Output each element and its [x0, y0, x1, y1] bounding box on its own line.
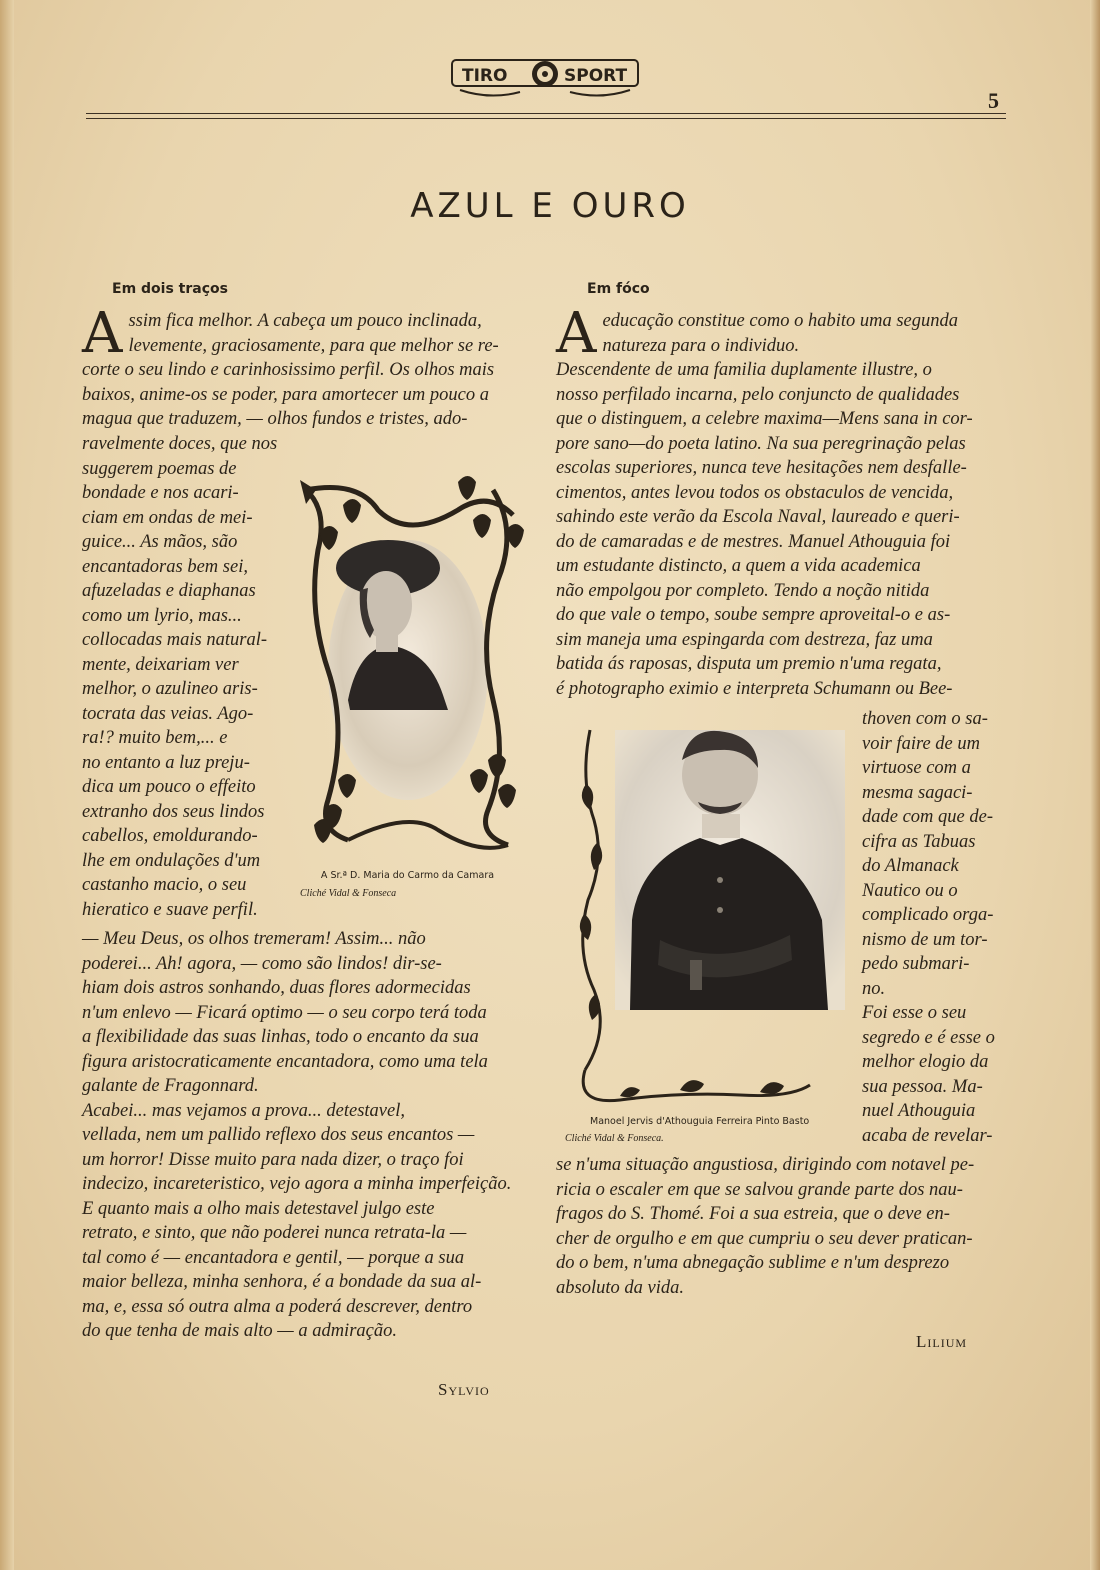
text-line: fragos do S. Thomé. Foi a sua estreia, que o deve en- — [556, 1204, 950, 1224]
text-line: pore sano—do poeta latino. Na sua peregrinação pelas — [556, 433, 966, 454]
left-text-top — [82, 301, 528, 432]
text-line: magua que traduzem, — olhos fundos e tristes, ado- — [82, 409, 468, 429]
photo-credit-officer: Cliché Vidal & Fonseca. — [565, 1133, 664, 1144]
text-line: acaba de revelar- — [862, 1125, 993, 1146]
text-line: se n'uma situação angustiosa, dirigindo com notavel pe- — [556, 1155, 975, 1175]
text-line: hieratico e suave perfil. — [82, 899, 258, 920]
text-line: Nautico ou o — [862, 880, 958, 901]
text-line: mesma sagaci- — [862, 782, 973, 803]
left-text-bottom — [82, 927, 528, 1344]
text-line: no. — [862, 978, 886, 999]
text-line: thoven com o sa- — [862, 709, 988, 729]
text-line: no entanto a luz preju- — [82, 752, 250, 773]
text-line: do Almanack — [862, 856, 959, 876]
text-line: castanho macio, o seu — [82, 875, 247, 895]
text-line: nosso perfilado incarna, pelo conjuncto de qualidades — [556, 384, 960, 405]
text-line: do o bem, n'uma abnegação sublime e n'um desprezo — [556, 1253, 950, 1273]
text-line: cifra as Tabuas — [862, 831, 976, 852]
text-line: ssim fica melhor. A cabeça um pouco inclinada, — [128, 311, 482, 331]
text-line: melhor, o azulineo aris- — [82, 679, 258, 699]
text-line: poderei... Ah! agora, — como são lindos! dir-se- — [82, 953, 442, 974]
signature-right: Lilium — [916, 1332, 968, 1351]
text-line: não empolgou por completo. Tendo a noção nitida — [556, 580, 930, 601]
text-line: educação constitue como o habito uma segunda — [602, 311, 958, 331]
photo-caption-officer: Manoel Jervis d'Athouguia Ferreira Pinto Basto — [590, 1116, 810, 1127]
text-line: hiam dois astros sonhando, duas flores adormecidas — [82, 978, 471, 998]
text-line: sahindo este verão da Escola Naval, laureado e queri- — [556, 507, 960, 527]
masthead-logo — [450, 52, 640, 102]
text-line: lhe em ondulações d'um — [82, 850, 261, 871]
text-line: n'um enlevo — Ficará optimo — o seu corpo terá toda — [82, 1002, 487, 1023]
article-title: AZUL E OURO — [410, 186, 690, 226]
text-line: que o distinguem, a celebre maxima—Mens sana in cor- — [556, 409, 973, 429]
text-line: absoluto da vida. — [556, 1277, 684, 1298]
text-line: collocadas mais natural- — [82, 630, 267, 650]
text-line: galante de Fragonnard. — [82, 1076, 259, 1096]
text-line: cimentos, antes levou todos os obstaculos de vencida, — [556, 482, 954, 503]
text-line: do que tenha de mais alto — a admiração. — [82, 1321, 397, 1341]
text-line: como um lyrio, mas... — [82, 605, 242, 626]
text-line: ciam em ondas de mei- — [82, 507, 253, 528]
page-number: 5 — [988, 88, 999, 113]
page-edge-left — [0, 0, 14, 1570]
text-line: nuel Athouguia — [862, 1101, 976, 1121]
text-line: tal como é — encantadora e gentil, — porque a sua — [82, 1247, 465, 1268]
right-heading: Em fóco — [587, 281, 650, 297]
text-line: escolas superiores, nunca teve hesitações nem desfalle- — [556, 458, 967, 478]
text-line: Descendente de uma familia duplamente illustre, o — [556, 360, 932, 380]
text-line: Foi esse o seu — [862, 1003, 967, 1023]
text-line: ravelmente doces, que nos — [82, 434, 278, 454]
text-line: extranho dos seus lindos — [82, 801, 265, 822]
text-line: cabellos, emoldurando- — [82, 826, 258, 846]
text-line: dade com que de- — [862, 807, 993, 827]
text-line: ra!? muito bem,... e — [82, 728, 228, 748]
text-line: suggerem poemas de — [82, 458, 237, 479]
text-line: sim maneja uma espingarda com destreza, faz uma — [556, 629, 933, 650]
text-line: cher de orgulho e em que cumpriu o seu dever pratican- — [556, 1228, 973, 1249]
left-text-narrow — [82, 432, 282, 922]
text-line: indecizo, incareteristico, vejo agora a minha imperfeição. — [82, 1174, 512, 1194]
text-line: retrato, e sinto, que não poderei nunca retrata-la — — [82, 1223, 467, 1243]
portrait-frame-woman — [288, 470, 528, 860]
text-line: segredo e é esse o — [862, 1027, 995, 1048]
text-line: voir faire de um — [862, 733, 981, 754]
header-rule-bottom — [86, 118, 1006, 119]
text-line: ricia o escaler em que se salvou grande parte dos nau- — [556, 1179, 963, 1200]
text-line: é photographo eximio e interpreta Schumann ou Bee- — [556, 678, 953, 699]
right-text-narrow — [862, 707, 1006, 1148]
text-line: do que vale o tempo, soube sempre aproveital-o e as- — [556, 605, 951, 625]
text-line: E quanto mais a olho mais detestavel julgo este — [82, 1198, 435, 1219]
signature-left: Sylvio — [438, 1380, 490, 1399]
text-line: baixos, anime-os se poder, para amortecer um pouco a — [82, 384, 489, 405]
text-line: batida ás raposas, disputa um premio n'uma regata, — [556, 654, 942, 674]
text-line: um estudante distincto, a quem a vida academica — [556, 556, 921, 576]
left-dropcap: A — [82, 301, 123, 366]
text-line: encantadoras bem sei, — [82, 556, 248, 577]
text-line: levemente, graciosamente, para que melhor se re- — [128, 335, 499, 356]
text-line: pedo submari- — [862, 954, 970, 974]
text-line: complicado orga- — [862, 905, 994, 925]
portrait-frame-officer — [560, 720, 850, 1120]
left-heading: Em dois traços — [112, 281, 228, 297]
photo-credit-woman: Cliché Vidal & Fonseca — [300, 888, 397, 899]
text-line: afuzeladas e diaphanas — [82, 581, 256, 601]
text-line: melhor elogio da — [862, 1052, 989, 1072]
right-dropcap: A — [556, 301, 597, 366]
text-line: tocrata das veias. Ago- — [82, 703, 254, 724]
text-line: do de camaradas e de mestres. Manuel Athouguia foi — [556, 531, 951, 552]
page-edge-right — [1090, 0, 1100, 1570]
header-rule-top — [86, 113, 1006, 114]
text-line: dica um pouco o effeito — [82, 777, 256, 797]
text-line: ma, e, essa só outra alma a poderá descrever, dentro — [82, 1296, 473, 1317]
text-line: sua pessoa. Ma- — [862, 1076, 983, 1097]
text-line: Acabei... mas vejamos a prova... detestavel, — [82, 1100, 405, 1121]
text-line: figura aristocraticamente encantadora, como uma tela — [82, 1051, 488, 1072]
text-line: mente, deixariam ver — [82, 654, 239, 675]
text-line: bondade e nos acari- — [82, 483, 239, 503]
text-line: natureza para o individuo. — [602, 335, 800, 356]
text-line: virtuose com a — [862, 758, 971, 778]
text-line: um horror! Disse muito para nada dizer, o traço foi — [82, 1149, 464, 1170]
text-line: corte o seu lindo e carinhosissimo perfil. Os olhos mais — [82, 360, 495, 380]
text-line: a flexibilidade das suas linhas, todo o encanto da sua — [82, 1027, 479, 1047]
text-line: vellada, nem um pallido reflexo dos seus encantos — — [82, 1125, 475, 1145]
masthead-text-right: SPORT — [564, 66, 628, 86]
text-line: nismo de um tor- — [862, 929, 988, 950]
right-text-bottom — [556, 1153, 1006, 1300]
text-line: guice... As mãos, são — [82, 532, 238, 552]
text-line: maior belleza, minha senhora, é a bondade da sua al- — [82, 1272, 482, 1292]
masthead-text-left: TIRO — [462, 66, 508, 86]
text-line: — Meu Deus, os olhos tremeram! Assim... não — [82, 929, 426, 949]
right-text-top — [556, 301, 1006, 701]
photo-caption-woman: A Sr.ª D. Maria do Carmo da Camara — [320, 870, 495, 881]
